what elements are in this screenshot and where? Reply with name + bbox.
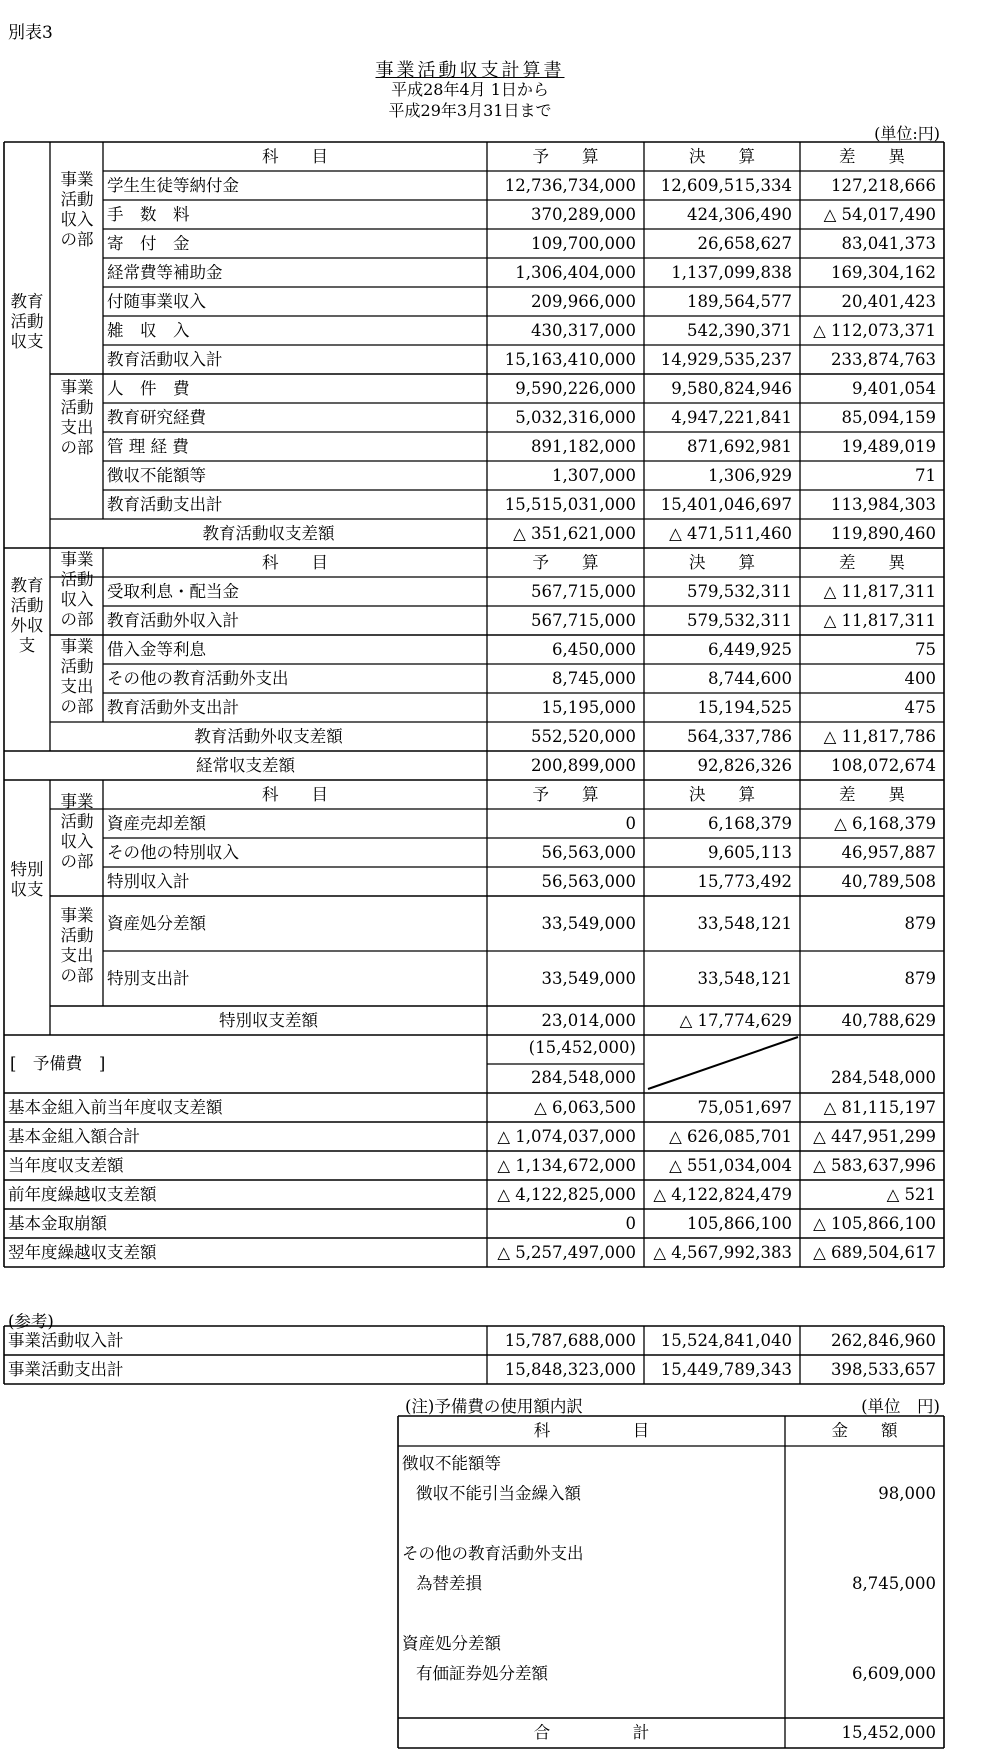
nonedu-balance-diff: △ 11,817,786: [823, 726, 936, 746]
edu-expense-actual: 9,580,824,946: [671, 378, 792, 398]
edu-balance-budget: △ 351,621,000: [513, 523, 636, 543]
edu-income-label: 手 数 料: [107, 204, 190, 224]
reference-row-diff: 262,846,960: [831, 1330, 936, 1350]
special-expense-diff: 879: [904, 968, 936, 988]
special-balance-diff: 40,788,629: [841, 1010, 936, 1030]
note-total-label: 合 計: [533, 1723, 650, 1742]
edu-expense-actual: 4,947,221,841: [671, 407, 792, 427]
edu-income-budget: 370,289,000: [531, 204, 636, 224]
ordinary-balance-actual: 92,826,326: [697, 755, 792, 775]
summary-row-diff: △ 447,951,299: [813, 1126, 936, 1146]
nonedu-income-label: 受取利息・配当金: [107, 581, 239, 601]
summary-row-budget: △ 5,257,497,000: [497, 1242, 636, 1262]
summary-row-label: 基本金組入前当年度収支差額: [8, 1097, 223, 1117]
edu-income-label: 教育活動収入計: [107, 349, 223, 369]
summary-row-label: 前年度繰越収支差額: [8, 1184, 157, 1204]
nonedu-balance-actual: 564,337,786: [687, 726, 792, 746]
nonedu-expense-label: その他の教育活動外支出: [107, 668, 289, 688]
special-balance-budget: 23,014,000: [541, 1010, 636, 1030]
column-header-diff: 差 異: [839, 552, 905, 572]
edu-income-label: 寄 付 金: [107, 233, 190, 253]
edu-income-actual: 189,564,577: [687, 291, 792, 311]
ordinary-balance-label: 経常収支差額: [196, 755, 295, 775]
nonedu-expense-actual: 6,449,925: [708, 639, 792, 659]
reference-row-budget: 15,848,323,000: [504, 1359, 636, 1379]
edu-expense-budget: 9,590,226,000: [515, 378, 636, 398]
nonedu-expense-diff: 400: [904, 668, 936, 688]
summary-row-actual: 75,051,697: [697, 1097, 792, 1117]
edu-income-actual: 424,306,490: [687, 204, 792, 224]
special-income-actual: 15,773,492: [697, 871, 792, 891]
nonedu-income-label: 教育活動外収入計: [107, 610, 239, 630]
special-income-label: 特別収入計: [107, 871, 190, 891]
edu-balance-actual: △ 471,511,460: [669, 523, 792, 543]
edu-expense-budget: 15,515,031,000: [504, 494, 636, 514]
special-income-diff: 40,789,508: [841, 871, 936, 891]
note-title: (注)予備費の使用額内訳: [405, 1397, 583, 1416]
reference-label: (参考): [8, 1312, 54, 1331]
reserve-label: [ 予備費 ]: [10, 1054, 106, 1073]
note-item-amount: 8,745,000: [852, 1574, 936, 1593]
special-income-actual: 6,168,379: [708, 813, 792, 833]
special-income-diff: 46,957,887: [841, 842, 936, 862]
column-header-budget: 予 算: [532, 784, 599, 804]
edu-income-label: 経常費等補助金: [107, 262, 223, 282]
edu-expense-diff: 85,094,159: [841, 407, 936, 427]
edu-income-diff: △ 54,017,490: [823, 204, 936, 224]
special-income-section-label: 事業活動収入の部: [60, 792, 94, 871]
edu-income-diff: 83,041,373: [841, 233, 936, 253]
column-header-actual: 決 算: [689, 552, 755, 572]
nonedu-income-diff: △ 11,817,311: [823, 610, 936, 630]
edu-income-label: 付随事業収入: [107, 291, 206, 311]
edu-income-label: 学生生徒等納付金: [107, 175, 239, 195]
special-expense-label: 特別支出計: [107, 968, 190, 988]
summary-row-label: 当年度収支差額: [8, 1155, 124, 1175]
note-item-detail: 為替差損: [416, 1574, 482, 1593]
note-item-category: 徴収不能額等: [402, 1454, 501, 1473]
summary-row-diff: △ 105,866,100: [813, 1213, 936, 1233]
edu-income-budget: 1,306,404,000: [515, 262, 636, 282]
special-expense-actual: 33,548,121: [697, 913, 792, 933]
column-header-diff: 差 異: [839, 784, 905, 804]
nonedu-balance-budget: 552,520,000: [531, 726, 636, 746]
summary-row-diff: △ 689,504,617: [813, 1242, 936, 1262]
summary-row-actual: △ 551,034,004: [669, 1155, 792, 1175]
nonedu-income-budget: 567,715,000: [531, 581, 636, 601]
special-expense-budget: 33,549,000: [541, 913, 636, 933]
edu-income-diff: 127,218,666: [831, 175, 936, 195]
nonedu-expense-label: 借入金等利息: [107, 639, 206, 659]
edu-income-budget: 109,700,000: [531, 233, 636, 253]
summary-row-budget: △ 1,134,672,000: [497, 1155, 636, 1175]
nonedu-income-actual: 579,532,311: [687, 581, 792, 601]
column-header-subject: 科 目: [262, 146, 328, 166]
edu-expense-actual: 15,401,046,697: [660, 494, 792, 514]
edu-income-diff: 169,304,162: [831, 262, 936, 282]
edu-income-budget: 209,966,000: [531, 291, 636, 311]
special-expense-section-label: 事業活動支出の部: [60, 906, 94, 985]
nonedu-expense-budget: 6,450,000: [552, 639, 636, 659]
edu-balance-label: 教育活動収支差額: [202, 523, 335, 543]
edu-expense-actual: 871,692,981: [687, 436, 792, 456]
edu-expense-diff: 9,401,054: [852, 378, 936, 398]
edu-balance-diff: 119,890,460: [831, 523, 936, 543]
nonedu-expense-label: 教育活動外支出計: [107, 697, 239, 717]
summary-row-budget: △ 6,063,500: [534, 1097, 636, 1117]
column-header-subject: 科 目: [262, 552, 328, 572]
special-income-budget: 0: [625, 813, 636, 833]
nonedu-expense-actual: 15,194,525: [697, 697, 792, 717]
reserve-diff: 284,548,000: [831, 1068, 936, 1087]
summary-row-diff: △ 81,115,197: [823, 1097, 936, 1117]
nonedu-expense-diff: 75: [915, 639, 936, 659]
special-income-diff: △ 6,168,379: [834, 813, 936, 833]
edu-expense-diff: 113,984,303: [831, 494, 936, 514]
reference-row-label: 事業活動収入計: [8, 1330, 124, 1350]
period-from: 平成28年4月 1日から: [391, 80, 549, 99]
column-header-actual: 決 算: [689, 784, 755, 804]
note-unit: (単位 円): [861, 1397, 940, 1416]
edu-income-budget: 12,736,734,000: [504, 175, 636, 195]
note-header-amount: 金 額: [831, 1421, 898, 1440]
nonedu-expense-budget: 8,745,000: [552, 668, 636, 688]
edu-income-label: 雑 収 入: [107, 320, 190, 340]
special-expense-budget: 33,549,000: [541, 968, 636, 988]
nonedu-expense-actual: 8,744,600: [708, 668, 792, 688]
special-income-actual: 9,605,113: [708, 842, 792, 862]
edu-income-actual: 12,609,515,334: [660, 175, 792, 195]
edu-expense-label: 徴収不能額等: [107, 465, 206, 485]
nonedu-income-section-label: 事業活動収入の部: [60, 550, 94, 629]
column-header-diff: 差 異: [839, 146, 905, 166]
summary-row-diff: △ 583,637,996: [813, 1155, 936, 1175]
nonedu-expense-section-label: 事業活動支出の部: [60, 637, 94, 716]
summary-row-label: 基本金組入額合計: [8, 1126, 140, 1146]
edu-income-diff: △ 112,073,371: [813, 320, 936, 340]
nonedu-income-diff: △ 11,817,311: [823, 581, 936, 601]
note-item-detail: 徴収不能引当金繰入額: [416, 1484, 581, 1503]
note-header-subject: 科 目: [533, 1421, 650, 1440]
edu-expense-actual: 1,306,929: [708, 465, 792, 485]
special-balance-label: 特別収支差額: [219, 1010, 318, 1030]
edu-expense-diff: 71: [915, 465, 936, 485]
edu-income-actual: 14,929,535,237: [660, 349, 792, 369]
summary-row-budget: △ 1,074,037,000: [497, 1126, 636, 1146]
ordinary-balance-diff: 108,072,674: [831, 755, 936, 775]
edu-expense-budget: 891,182,000: [531, 436, 636, 456]
summary-row-label: 基本金取崩額: [8, 1213, 107, 1233]
column-header-actual: 決 算: [689, 146, 755, 166]
summary-row-budget: 0: [625, 1213, 636, 1233]
edu-expense-budget: 1,307,000: [552, 465, 636, 485]
edu-income-actual: 542,390,371: [687, 320, 792, 340]
edu-income-actual: 26,658,627: [697, 233, 792, 253]
edu-expense-budget: 5,032,316,000: [515, 407, 636, 427]
column-header-budget: 予 算: [532, 146, 599, 166]
period-to: 平成29年3月31日まで: [388, 101, 552, 120]
edu-income-diff: 20,401,423: [841, 291, 936, 311]
edu-income-budget: 430,317,000: [531, 320, 636, 340]
edu-expense-diff: 19,489,019: [841, 436, 936, 456]
special-income-label: 資産売却差額: [107, 813, 206, 833]
nonedu-income-budget: 567,715,000: [531, 610, 636, 630]
edu-income-budget: 15,163,410,000: [504, 349, 636, 369]
edu-income-actual: 1,137,099,838: [671, 262, 792, 282]
summary-row-actual: △ 4,567,992,383: [653, 1242, 792, 1262]
summary-row-label: 翌年度繰越収支差額: [8, 1242, 157, 1262]
special-expense-label: 資産処分差額: [107, 913, 206, 933]
special-income-label: その他の特別収入: [107, 842, 239, 862]
reserve-used: (15,452,000): [528, 1038, 636, 1057]
document-label: 別表3: [8, 23, 53, 43]
summary-row-actual: △ 4,122,824,479: [653, 1184, 792, 1204]
note-item-amount: 98,000: [878, 1484, 936, 1503]
column-header-subject: 科 目: [262, 784, 328, 804]
reference-row-label: 事業活動支出計: [8, 1359, 124, 1379]
reserve-budget: 284,548,000: [531, 1068, 636, 1087]
column-header-budget: 予 算: [532, 552, 599, 572]
edu-expense-label: 教育研究経費: [107, 407, 206, 427]
edu-income-diff: 233,874,763: [831, 349, 936, 369]
special-income-budget: 56,563,000: [541, 842, 636, 862]
edu-group-label: 教育活動収支: [10, 292, 44, 351]
reference-row-diff: 398,533,657: [831, 1359, 936, 1379]
note-item-detail: 有価証券処分差額: [416, 1664, 548, 1683]
note-total-amount: 15,452,000: [841, 1723, 936, 1742]
title-text: 事業活動収支計算書: [375, 60, 565, 81]
nonedu-income-actual: 579,532,311: [687, 610, 792, 630]
summary-row-diff: △ 521: [886, 1184, 936, 1204]
nonedu-balance-label: 教育活動外収支差額: [194, 726, 343, 746]
special-expense-actual: 33,548,121: [697, 968, 792, 988]
edu-expense-label: 人 件 費: [107, 378, 190, 398]
edu-income-section-label: 事業活動収入の部: [60, 170, 94, 249]
nonedu-expense-diff: 475: [904, 697, 936, 717]
note-item-category: 資産処分差額: [402, 1634, 501, 1653]
special-balance-actual: △ 17,774,629: [679, 1010, 792, 1030]
reference-row-actual: 15,524,841,040: [660, 1330, 792, 1350]
edu-expense-label: 管 理 経 費: [107, 436, 189, 456]
unit-label: (単位:円): [874, 124, 940, 143]
nonedu-group-label: 教育活動外収支: [10, 576, 44, 655]
reference-row-actual: 15,449,789,343: [660, 1359, 792, 1379]
edu-expense-label: 教育活動支出計: [107, 494, 223, 514]
note-item-amount: 6,609,000: [852, 1664, 936, 1683]
ordinary-balance-budget: 200,899,000: [531, 755, 636, 775]
nonedu-expense-budget: 15,195,000: [541, 697, 636, 717]
note-item-category: その他の教育活動外支出: [402, 1544, 584, 1563]
summary-row-budget: △ 4,122,825,000: [497, 1184, 636, 1204]
special-income-budget: 56,563,000: [541, 871, 636, 891]
summary-row-actual: 105,866,100: [687, 1213, 792, 1233]
special-expense-diff: 879: [904, 913, 936, 933]
special-group-label: 特別収支: [10, 860, 44, 899]
summary-row-actual: △ 626,085,701: [669, 1126, 792, 1146]
edu-expense-section-label: 事業活動支出の部: [60, 378, 94, 457]
reference-row-budget: 15,787,688,000: [504, 1330, 636, 1350]
